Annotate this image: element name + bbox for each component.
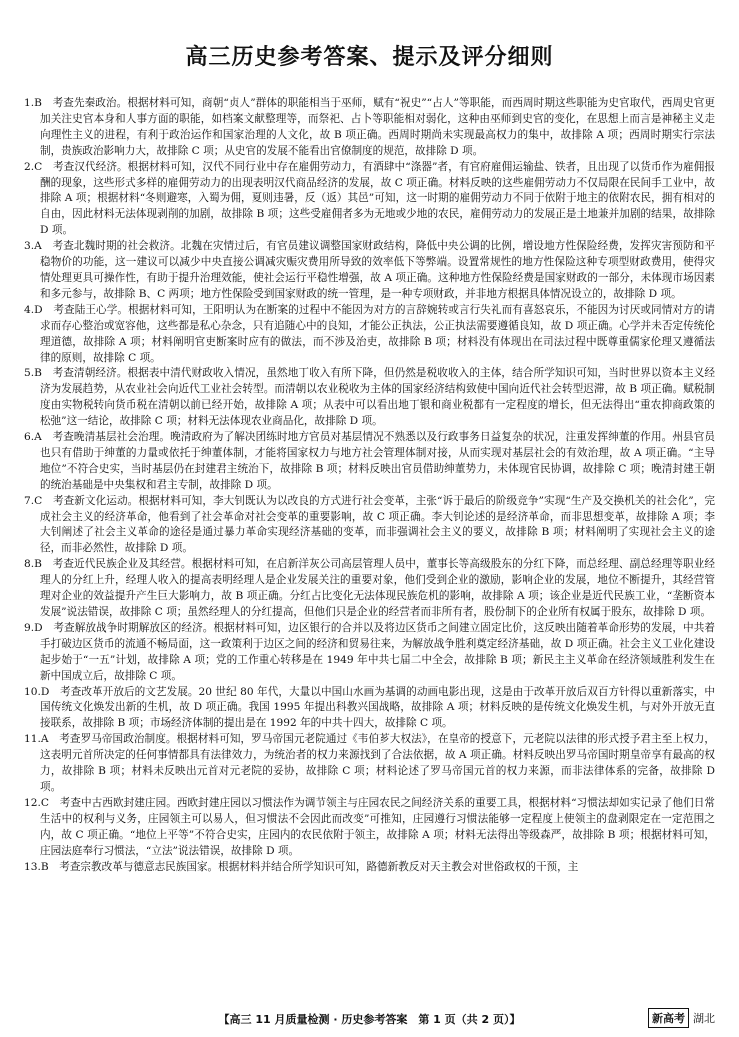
region-label: 湖北 — [693, 1012, 715, 1025]
answer-number: 6. — [24, 431, 35, 444]
answer-list — [24, 96, 715, 875]
page-title: 高三历史参考答案、提示及评分细则 — [185, 45, 554, 70]
answer-item — [24, 366, 715, 430]
answer-text: B 考查清朝经济。根据表中清代财政收入情况，虽然地丁收入有所下降，但仍然是税收收入的主体，结合所学知识可知，当时世界以资本主义经济为发展趋势，从农业社会向近代工业社会转型。而清朝以农业税收为主体的国家经济结构致使中国向近代社会转型迟滞，故 B 项正确。赋税制度由实物税转向货币税在清朝以前已经开始，故排除 A 项；从表中可以看出地丁银和商业税都有一定程度的增长，但无法得出“重农抑商政策的松弛”这一结论，故排除 C 项；材料无法体现农业商品化，故排除 D 项。 — [34, 367, 715, 428]
answer-number: 1. — [24, 97, 35, 109]
answer-text: D 考查解放战争时期解放区的经济。根据材料可知，边区银行的合并以及将边区货币之间建立固定比价，这反映出随着革命形势的发展，中共着手打破边区货币的流通不畅局面，这一政策利于边区之间的经济和贸易往来，为解放战争胜利奠定经济基础，故 D 项正确。社会主义工业化建设起步始于“一五”计划，故排除 A 项；党的工作重心转移是在 1949 年中共七届二中全会，故排除 B 项；新民主主义革命在经济领域胜利发生在新中国成立后，故排除 C 项。 — [34, 621, 715, 682]
answer-text: C 考查中古西欧封建庄园。西欧封建庄园以习惯法作为调节领主与庄园农民之间经济关系的重要工具，根据材料“习惯法却如实记录了他们日常生活中的权利与义务，庄园领主可以易人，但习惯法不会因此而改变”可推知，庄园遵行习惯法能够一定程度上使领主的盘剥限定在一定范围之内，故 C 项正确。“地位上平等”不符合史实，庄园内的农民依附于领主，故排除 A 项；材料无法得出等级森严，故排除 B 项；根据材料可知，庄园法庭奉行习惯法，“立法”说法错误，故排除 D 项。 — [40, 796, 715, 857]
answer-number: 5. — [24, 367, 35, 380]
answer-text: A 考查北魏时期的社会救济。北魏在灾情过后，有官员建议调整国家财政结构，降低中央公调的比例，增设地方性保险经费，发挥灾害预防和平稳物价的功能，这一建议可以减少中央直接公调减灾赈灾费用所导致的效率低下等弊端。设置常规性的地方性保险这种专项型财政费用，使得灾情处理更具可操作性，有助于提升治理效能，使社会运行平稳性增强，故 A 项正确。这种地方性保险经费是国家财政的一部分，未体现市场因素和多元参与，故排除 B、C 两项；地方性保险受到国家财政的统一管理，是一种专项财政，并非地方根据具体情况设立的，故排除 D 项。 — [34, 240, 715, 300]
answer-item — [24, 160, 715, 240]
answer-text: A 考查罗马帝国政治制度。根据材料可知，罗马帝国元老院通过《韦伯芗大权法》，在皇帝的授意下，元老院以法律的形式授予君主至上权力，这表明元首所决定的任何事情都具有法律效力，为统治者的权力来源找到了合法依据，故 A 项正确。材料反映出罗马帝国时期皇帝享有最高的权力，故排除 B 项；材料未反映出元首对元老院的妥协，故排除 C 项；材料论述了罗马帝国元首的权力来源，而非法律体系的完备，故排除 D 项。 — [40, 733, 715, 793]
answer-item — [24, 732, 715, 796]
exam-type-badge: 新高考 — [648, 1008, 689, 1028]
answer-item — [24, 494, 715, 558]
page-footer — [0, 1008, 739, 1028]
answer-item — [24, 557, 715, 621]
answer-number: 9. — [24, 621, 35, 634]
answer-item — [24, 860, 715, 876]
answer-item — [24, 96, 715, 160]
answer-number: 11. — [24, 733, 41, 746]
answer-item — [24, 303, 715, 367]
footer-page-info: 【高三 11 月质量检测 · 历史参考答案 第 1 页（共 2 页）】 — [218, 1013, 521, 1026]
answer-text: B 考查先秦政治。根据材料可知，商朝“贞人”群体的职能相当于巫师，赋有“祝史”“占人”等职能，而西周时期这些职能为史官取代，西周史官更加关注史官本身和人事方面的职能，如档案文献整理等，而祭祀、占卜等职能相对弱化，这种由巫师到史官的变化，在思想上而言是神秘主义走向理性主义的进程，有利于政治运作和国家治理的人文化，故 B 项正确。西周时期尚未实现最高权力的集中，故排除 A 项；西周时期实行宗法制，贵族政治影响力大，故排除 C 项；从史官的发展不能看出官僚制度的规范，故排除 D 项。 — [34, 97, 715, 157]
answer-item — [24, 685, 715, 733]
answer-number: 3. — [24, 240, 35, 253]
answer-number: 8. — [24, 558, 35, 571]
answer-number: 2. — [24, 160, 35, 173]
answer-item — [24, 796, 715, 860]
answer-item — [24, 239, 715, 303]
answer-number: 10. — [24, 685, 41, 698]
answer-item — [24, 621, 715, 685]
answer-text: D 考查陆王心学。根据材料可知，王阳明认为在断案的过程中不能因为对方的言辞婉转或言行失礼而有喜怒哀乐，不能因为讨厌或同情对方的请求而存心整治或宽容他，这些都是私心杂念，只有追随心中的良知，才能公正执法，公正执法需要遵循良知，故 D 项正确。心学并未否定传统伦理道德，故排除 A 项；材料阐明官吏断案时应有的做法，而不涉及治吏，故排除 B 项；材料没有体现出在司法过程中既尊重儒家伦理又遵循法律的原则，故排除 C 项。 — [34, 303, 715, 364]
answer-item — [24, 430, 715, 494]
answer-number: 12. — [24, 796, 41, 809]
answer-number: 4. — [24, 303, 35, 316]
answer-text: A 考查晚清基层社会治理。晚清政府为了解决团练时地方官员对基层情况不熟悉以及行政事务日益复杂的状况，注重发挥绅董的作用。州县官员也只有借助于绅董的力量或依托于绅董体制，才能将国家权力与地方社会管理体制对接，从而实现对基层社会的有效治理，故 A 项正确。“主导地位”不符合史实，当时基层仍在封建君主统治下，故排除 B 项；材料反映出官员借助绅董势力，未体现官民协调，故排除 C 项；晚清封建王朝的统治基础是中央集权和君主专制，故排除 D 项。 — [34, 431, 715, 491]
answer-text: C 考查新文化运动。根据材料可知，李大钊既认为以改良的方式进行社会变革，主张“诉于最后的阶级竞争”实现“生产及交换机关的社会化”，完成社会主义的经济革命，他看到了社会革命对社会变革的重要影响，故 C 项正确。李大钊论述的是经济革命，而非思想变革，故排除 A 项；李大钊阐述了社会主义革命的途径是通过暴力革命实现经济基础的变革，而非强调社会主义的要义，故排除 B 项；材料阐明了实现社会主义的途径，而非必然性，故排除 D 项。 — [34, 494, 715, 555]
footer-tags — [648, 1008, 715, 1028]
answer-text: B 考查宗教改革与德意志民族国家。根据材料并结合所学知识可知，路德新教反对天主教会对世俗政权的干预，主 — [40, 860, 579, 873]
answer-text: D 考查改革开放后的文艺发展。20 世纪 80 年代，大量以中国山水画为基调的动画电影出现，这是由于改革开放后双百方针得以重新落实，中国传统文化焕发出新的生机，故 D 项正确。我国 1995 年提出科教兴国战略，故排除 A 项；材料反映的是传统文化焕发生机，与对外开放无直接联系，故排除 B 项；市场经济体制的提出是在 1992 年的中共十四大，故排除 C 项。 — [40, 685, 715, 730]
answer-text: C 考查汉代经济。根据材料可知，汉代不同行业中存在雇佣劳动力，有酒肆中“涤器”者，有官府雇佣运输盐、铁者，且出现了以货币作为雇佣报酬的现象，这些形式多样的雇佣劳动力的出现表明汉代商品经济的发展，故 C 项正确。材料反映的这些雇佣劳动力不仅局限在民间手工业中，故排除 A 项；根据材料“冬则避寒，入蜀为佣，夏则违暑，反（返）其邑”可知，这一时期的雇佣劳动力不同于依附于地主的依附农民，拥有相对的自由，因此材料无法体现剥削的加剧，故排除 B 项；这些受雇佣者多为无地或少地的农民，雇佣劳动力的发展正是土地兼并加剧的结果，故排除 D 项。 — [34, 160, 715, 237]
answer-text: B 考查近代民族企业及其经营。根据材料可知，在启新洋灰公司高层管理人员中，董事长等高级股东的分红下降，而总经理、副总经理等职业经理人的分红上升，经理人收入的提高表明经理人是企业发展关注的重要对象，他们受到企业的激励，影响企业的发展，地位不断提升，其经营管理对企业的效益提升产生巨大影响力，故 B 项正确。分红占比变化无法体现民族危机的影响，故排除 A 项；该企业是近代民族工业，“垄断资本发展”说法错误，故排除 C 项；虽然经理人的分红提高，但他们只是企业的经营者而非所有者，股份制下的企业所有权属于股东，故排除 D 项。 — [34, 558, 715, 618]
answer-number: 13. — [24, 860, 41, 873]
answer-number: 7. — [24, 494, 35, 507]
